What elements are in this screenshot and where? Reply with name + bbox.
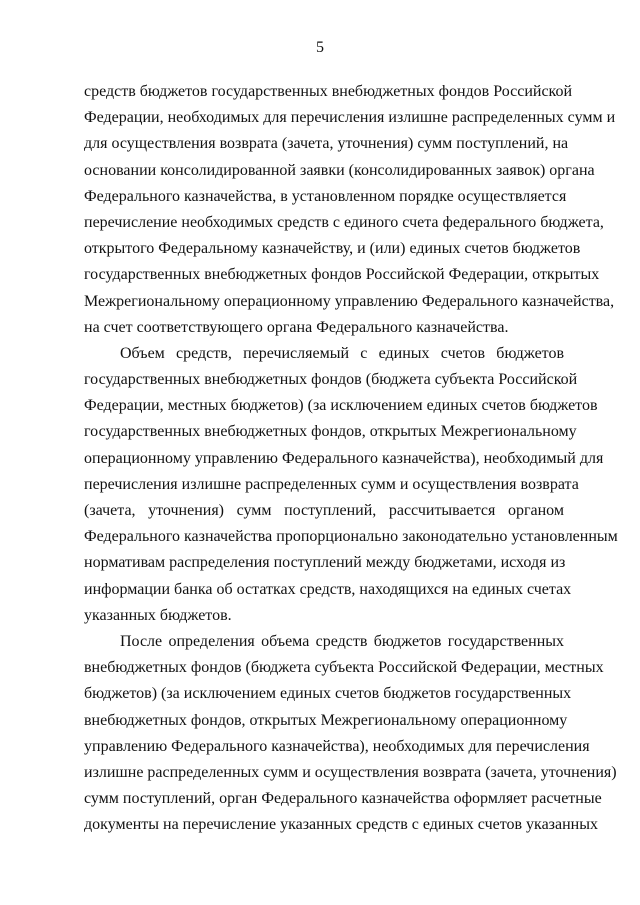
text-line: государственных внебюджетных фондов, открытых Межрегиональному — [84, 423, 577, 441]
text-line: управлению Федерального казначейства), необходимых для перечисления — [84, 737, 590, 755]
text-line: средств бюджетов государственных внебюджетных фондов Российской — [84, 83, 573, 100]
text-line: информации банка об остатках средств, находящихся на единых счетах — [84, 580, 572, 598]
text-line: нормативам распределения поступлений между бюджетами, исходя из — [84, 554, 566, 572]
text-line: перечисления излишне распределенных сумм и осуществления возврата — [84, 475, 579, 493]
text-line: для осуществления возврата (зачета, уточнения) сумм поступлений, на — [84, 135, 569, 153]
text-line: сумм поступлений, орган Федерального казначейства оформляет расчетные — [84, 790, 602, 808]
text-line: внебюджетных фондов, открытых Межрегиональному операционному — [84, 711, 568, 729]
text-line: Межрегиональному операционному управлению Федерального казначейства, — [84, 292, 615, 310]
text-line: Объем средств, перечисляемый с единых счетов бюджетов — [120, 344, 564, 362]
text-line: основании консолидированной заявки (консолидированных заявок) органа — [84, 161, 595, 179]
page-number: 5 — [316, 39, 324, 56]
paragraph — [84, 79, 616, 341]
text-line: Федерального казначейства пропорционально законодательно установленным — [84, 528, 618, 546]
text-line: внебюджетных фондов (бюджета субъекта Российской Федерации, местных — [84, 659, 604, 677]
text-line: перечисление необходимых средств с единого счета федерального бюджета, — [84, 213, 604, 231]
text-line: бюджетов) (за исключением единых счетов бюджетов государственных — [84, 685, 572, 703]
text-line: открытого Федеральному казначейству, и (или) единых счетов бюджетов — [84, 240, 581, 258]
text-line: документы на перечисление указанных средств с единых счетов указанных — [84, 816, 598, 834]
text-line: Федерации, местных бюджетов) (за исключением единых счетов бюджетов — [84, 397, 598, 415]
text-line: Федерации, необходимых для перечисления излишне распределенных сумм и — [84, 109, 616, 127]
paragraph — [84, 341, 618, 629]
text-line: излишне распределенных сумм и осуществления возврата (зачета, уточнения) — [84, 763, 617, 781]
text-line: операционному управлению Федерального казначейства), необходимый для — [84, 449, 604, 467]
text-line: После определения объема средств бюджетов государственных — [120, 632, 564, 650]
text-line: Федерального казначейства, в установленном порядке осуществляется — [84, 187, 567, 205]
text-line: (зачета, уточнения) сумм поступлений, рассчитывается органом — [84, 502, 564, 519]
paragraph — [84, 629, 617, 839]
text-line: государственных внебюджетных фондов Российской Федерации, открытых — [84, 266, 600, 284]
text-line: на счет соответствующего органа Федерального казначейства. — [84, 318, 509, 336]
text-line: указанных бюджетов. — [84, 606, 232, 624]
body-text — [84, 79, 618, 838]
text-line: государственных внебюджетных фондов (бюджета субъекта Российской — [84, 371, 578, 389]
